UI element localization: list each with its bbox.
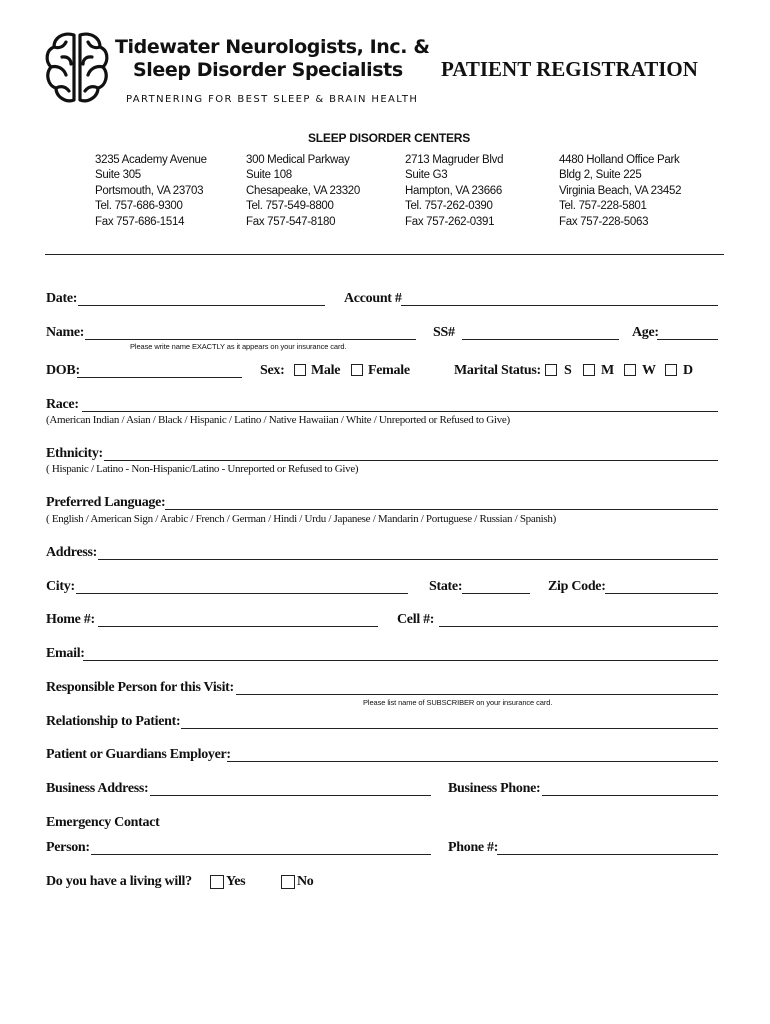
email-field[interactable] xyxy=(83,660,718,661)
marital-status-label: Marital Status: xyxy=(454,363,541,378)
location-tel: Tel. 757-686-9300 xyxy=(95,200,183,213)
age-label: Age: xyxy=(632,325,659,340)
emergency-person-label: Person: xyxy=(46,840,90,855)
account-label: Account # xyxy=(344,291,402,306)
account-field[interactable] xyxy=(401,305,718,306)
sex-female-checkbox[interactable] xyxy=(351,364,363,376)
marital-divorced-label: D xyxy=(683,363,693,378)
header-divider xyxy=(45,254,724,255)
location-street: 3235 Academy Avenue xyxy=(95,154,207,166)
living-will-no-checkbox[interactable] xyxy=(281,875,295,889)
location-fax: Fax 757-686-1514 xyxy=(95,215,185,228)
relationship-label: Relationship to Patient: xyxy=(46,714,181,729)
location-suite: Suite G3 xyxy=(405,169,448,182)
business-phone-label: Business Phone: xyxy=(448,781,541,796)
location-fax: Fax 757-547-8180 xyxy=(246,215,336,228)
race-options-hint: (American Indian / Asian / Black / Hispanic / Latino / Native Hawaiian / White / Unreported or Refused to Give) xyxy=(46,414,510,426)
location-city: Virginia Beach, VA 23452 xyxy=(559,184,682,197)
email-label: Email: xyxy=(46,646,85,661)
marital-married-checkbox[interactable] xyxy=(583,364,595,376)
responsible-person-label: Responsible Person for this Visit: xyxy=(46,680,234,695)
address-field[interactable] xyxy=(98,559,718,560)
emergency-person-field[interactable] xyxy=(91,854,431,855)
name-note: Please write name EXACTLY as it appears on your insurance card. xyxy=(130,342,347,351)
sex-male-checkbox[interactable] xyxy=(294,364,306,376)
race-field[interactable] xyxy=(82,411,718,412)
responsible-person-note: Please list name of SUBSCRIBER on your insurance card. xyxy=(363,698,553,707)
marital-married-label: M xyxy=(601,363,614,378)
city-field[interactable] xyxy=(76,593,408,594)
brain-icon xyxy=(42,29,112,109)
ethnicity-field[interactable] xyxy=(104,460,718,461)
language-field[interactable] xyxy=(165,509,718,510)
living-will-no-label: No xyxy=(297,874,314,889)
sex-female-label: Female xyxy=(368,363,410,378)
location-hampton xyxy=(405,153,503,230)
location-tel: Tel. 757-228-5801 xyxy=(559,200,647,213)
location-city: Chesapeake, VA 23320 xyxy=(246,184,360,197)
name-field[interactable] xyxy=(85,339,416,340)
name-label: Name: xyxy=(46,325,85,340)
location-street: 2713 Magruder Blvd xyxy=(405,154,504,166)
race-label: Race: xyxy=(46,397,79,412)
tagline: PARTNERING FOR BEST SLEEP & BRAIN HEALTH xyxy=(126,94,419,105)
business-address-field[interactable] xyxy=(150,795,431,796)
ethnicity-label: Ethnicity: xyxy=(46,446,103,461)
location-chesapeake xyxy=(246,153,360,230)
dob-field[interactable] xyxy=(77,377,242,378)
emergency-phone-field[interactable] xyxy=(497,854,718,855)
home-phone-field[interactable] xyxy=(98,626,378,627)
address-label: Address: xyxy=(46,545,98,560)
location-fax: Fax 757-262-0391 xyxy=(405,215,495,228)
cell-phone-label: Cell #: xyxy=(397,612,435,627)
sex-male-label: Male xyxy=(311,363,341,378)
brand-name-line2: Sleep Disorder Specialists xyxy=(133,59,403,81)
location-suite: Suite 305 xyxy=(95,169,141,182)
ethnicity-options-hint: ( Hispanic / Latino - Non-Hispanic/Latino - Unreported or Refused to Give) xyxy=(46,463,359,475)
location-suite: Bldg 2, Suite 225 xyxy=(559,169,642,182)
state-label: State: xyxy=(429,579,463,594)
dob-label: DOB: xyxy=(46,363,80,378)
marital-single-label: S xyxy=(564,363,572,378)
marital-widowed-label: W xyxy=(642,363,656,378)
date-label: Date: xyxy=(46,291,78,306)
ssn-label: SS# xyxy=(433,325,455,340)
location-street: 4480 Holland Office Park xyxy=(559,154,680,166)
zip-label: Zip Code: xyxy=(548,579,606,594)
date-field[interactable] xyxy=(78,305,325,306)
location-city: Portsmouth, VA 23703 xyxy=(95,184,204,197)
city-label: City: xyxy=(46,579,75,594)
living-will-label: Do you have a living will? xyxy=(46,874,192,889)
living-will-yes-label: Yes xyxy=(226,874,246,889)
location-tel: Tel. 757-549-8800 xyxy=(246,200,334,213)
zip-field[interactable] xyxy=(605,593,718,594)
employer-label: Patient or Guardians Employer: xyxy=(46,747,231,762)
document-title: PATIENT REGISTRATION xyxy=(441,57,698,81)
relationship-field[interactable] xyxy=(181,728,718,729)
brand-name-line1: Tidewater Neurologists, Inc. & xyxy=(115,36,430,58)
cell-phone-field[interactable] xyxy=(439,626,718,627)
location-portsmouth xyxy=(95,153,207,230)
employer-field[interactable] xyxy=(227,761,718,762)
language-options-hint: ( English / American Sign / Arabic / French / German / Hindi / Urdu / Japanese / Mandarin / Portuguese / Russian / Spanish) xyxy=(46,513,556,525)
location-street: 300 Medical Parkway xyxy=(246,154,350,166)
age-field[interactable] xyxy=(657,339,718,340)
location-virginia-beach xyxy=(559,153,681,230)
home-phone-label: Home #: xyxy=(46,612,95,627)
emergency-phone-label: Phone #: xyxy=(448,840,499,855)
marital-single-checkbox[interactable] xyxy=(545,364,557,376)
sex-label: Sex: xyxy=(260,363,285,378)
language-label: Preferred Language: xyxy=(46,495,166,510)
centers-heading: SLEEP DISORDER CENTERS xyxy=(308,131,471,145)
marital-divorced-checkbox[interactable] xyxy=(665,364,677,376)
location-city: Hampton, VA 23666 xyxy=(405,184,502,197)
location-suite: Suite 108 xyxy=(246,169,292,182)
location-fax: Fax 757-228-5063 xyxy=(559,215,649,228)
location-tel: Tel. 757-262-0390 xyxy=(405,200,493,213)
responsible-person-field[interactable] xyxy=(236,694,718,695)
business-phone-field[interactable] xyxy=(542,795,718,796)
ssn-field[interactable] xyxy=(462,339,619,340)
emergency-contact-label: Emergency Contact xyxy=(46,815,160,830)
business-address-label: Business Address: xyxy=(46,781,149,796)
marital-widowed-checkbox[interactable] xyxy=(624,364,636,376)
state-field[interactable] xyxy=(462,593,530,594)
living-will-yes-checkbox[interactable] xyxy=(210,875,224,889)
